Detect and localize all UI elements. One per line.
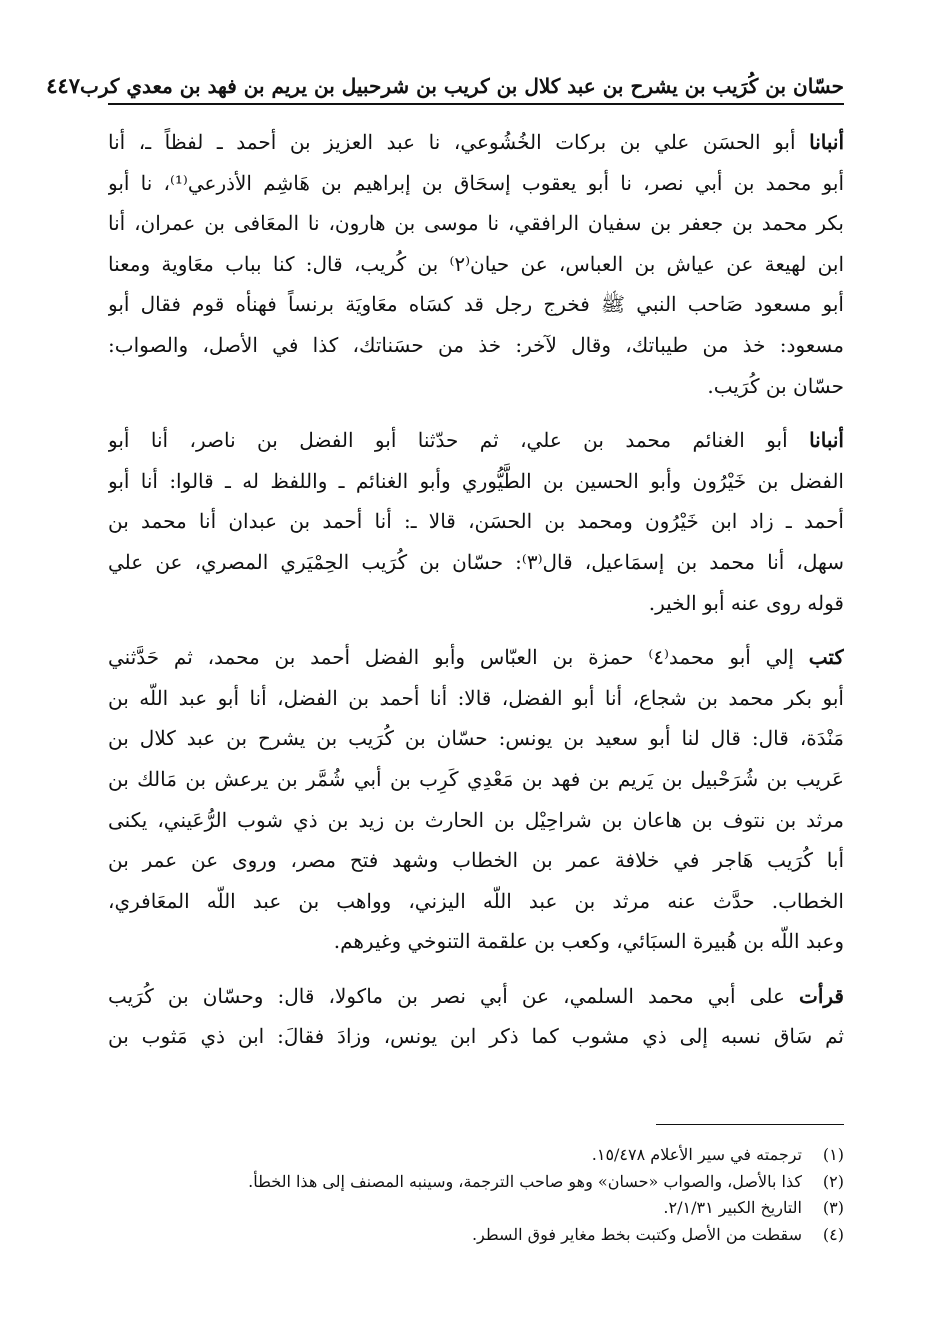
footnotes: [108, 1142, 844, 1248]
footnote-number: (٣): [822, 1198, 844, 1217]
text-line: أبا كُرَيب هَاجر في خلافة عمر بن الخطاب وشهد فتح مصر، وروى عن عمر بن: [108, 848, 844, 873]
footnote-text: التاريخ الكبير ٢/١/٣١.: [663, 1198, 802, 1217]
lead-word: قرأت: [799, 983, 844, 1008]
text-line: قرأت على أبي محمد السلمي، عن أبي نصر بن ماكولا، قال: وحسّان بن كُرَيب: [108, 983, 844, 1008]
paragraph-2: [108, 420, 844, 623]
lead-word: كتب: [808, 645, 844, 670]
text-line: حسّان بن كُرَيب.: [707, 373, 844, 398]
footnote-text: كذا بالأصل، والصواب «حسان» وهو صاحب الترجمة، وسينبه المصنف إلى هذا الخطأ.: [248, 1171, 802, 1191]
footnote: [108, 1169, 844, 1196]
lead-word: أنبانا: [809, 130, 844, 154]
text-line: قوله روى عنه أبو الخير.: [648, 590, 844, 615]
footnote: [108, 1222, 844, 1249]
text-line: ثم سَاق نسبه إلى ذي مشوب كما ذكر ابن يونس، وزادَ فقالَ: ابن ذي مَثوب بن: [108, 1024, 844, 1049]
paragraph-4: [108, 976, 844, 1057]
footnote: [108, 1195, 844, 1222]
footnote-rule: [656, 1124, 844, 1125]
text-line: بكر محمد بن جعفر بن سفيان الرافقي، نا موسى بن هارون، نا المعَافى بن عمران، أنا: [108, 211, 844, 236]
footnote: [108, 1142, 844, 1169]
text-line: أبو بكر محمد بن شجاع، أنا أبو الفضل، قالا: أنا أحمد بن الفضل، أنا أبو عبد اللّه بن: [108, 685, 844, 710]
footnote-text: ترجمته في سير الأعلام ١٥/٤٧٨.: [591, 1145, 802, 1164]
text-line: أحمد ـ زاد ابن خَيْرُون ومحمد بن الحسَن، قالا ـ: أنا أحمد بن عبدان أنا محمد بن: [108, 509, 844, 534]
text-line: سهل، أنا محمد بن إسمَاعيل، قال⁽٣⁾: حسّان بن كُرَيب الحِمْيَري المصري، عن علي: [108, 549, 844, 574]
footnote-number: (٤): [822, 1224, 844, 1244]
text-line: مسعود: خذ من طيباتك، وقال لآخر: خذ من حسَناتك، كذا في الأصل، والصواب:: [108, 332, 844, 357]
text-line: ابن لهيعة عن عياش بن العباس، عن حيان⁽٢⁾ بن كُريب، قال: كنا بباب معَاوية ومعنا: [108, 251, 844, 276]
paragraph-3: [108, 637, 844, 962]
text-line: الخطاب. حدَّث عنه مرثد بن عبد اللّه اليزني، وواهب بن عبد اللّه المعَافري،: [108, 888, 844, 913]
page-number: ٤٤٧: [46, 73, 80, 98]
footnote-number: (٢): [822, 1171, 844, 1191]
text-line: أبو مسعود صَاحب النبي ﷺ فخرج رجل قد كسَاه معَاويَة برنساً فهنأه قوم فقال أبو: [108, 292, 844, 317]
text-line: أنبانا أبو الغنائم محمد بن علي، ثم حدّثنا أبو الفضل بن ناصر، أنا أبو: [108, 428, 844, 453]
text-line: مَنْدَة، قال: قال لنا أبو سعيد بن يونس: حسّان بن كُرَيب بن يشرح بن عبد كلال بن: [108, 726, 844, 751]
lead-word: أنبانا: [809, 428, 844, 453]
text-line: الفضل بن خَيْرُون وأبو الحسين بن الطَّيُّوري وأبو الغنائم ـ واللفظ له ـ قالوا: أنا أبو: [108, 468, 844, 493]
footnote-text: سقطت من الأصل وكتبت بخط مغاير فوق السطر.: [471, 1224, 802, 1244]
text-line: كتب إلي أبو محمد⁽٤⁾ حمزة بن العبّاس وأبو الفضل أحمد بن محمد، ثم حَدَّثني: [108, 645, 844, 670]
text-line: أبو محمد بن أبي نصر، نا أبو يعقوب إسحَاق بن إبراهيم بن هَاشِم الأذرعي⁽¹⁾، نا أبو: [108, 170, 844, 195]
text-line: وعبد اللّه بن هُبيرة السبَائي، وكعب بن علقمة التنوخي وغيرهم.: [333, 929, 844, 954]
text-line: مرثد بن نتوف بن هاعان بن شراحِيْل بن الحارث بن زيد بن ذي شوب الرُّعَيني، يكنى: [108, 807, 844, 832]
running-title: حسّان بن كُرَيب بن يشرح بن عبد كلال بن كريب بن شرحبيل بن يريم بن فهد بن معدي كرب: [79, 74, 844, 98]
text-line: عَريب بن شُرَحْبيل بن يَريم بن فهد بن مَعْدِي كَرِب بن أبي شُمَّر بن يرعش بن مَالك بن: [108, 766, 844, 791]
text-line: أنبانا أبو الحسَن علي بن بركات الخُشُوعي، نا عبد العزيز بن أحمد ـ لفظاً ـ، أنا: [108, 130, 844, 154]
header-rule: [108, 103, 844, 105]
page-header: [46, 58, 844, 98]
main-text: [108, 122, 844, 1071]
footnote-number: (١): [822, 1145, 844, 1164]
paragraph-1: [108, 122, 844, 406]
